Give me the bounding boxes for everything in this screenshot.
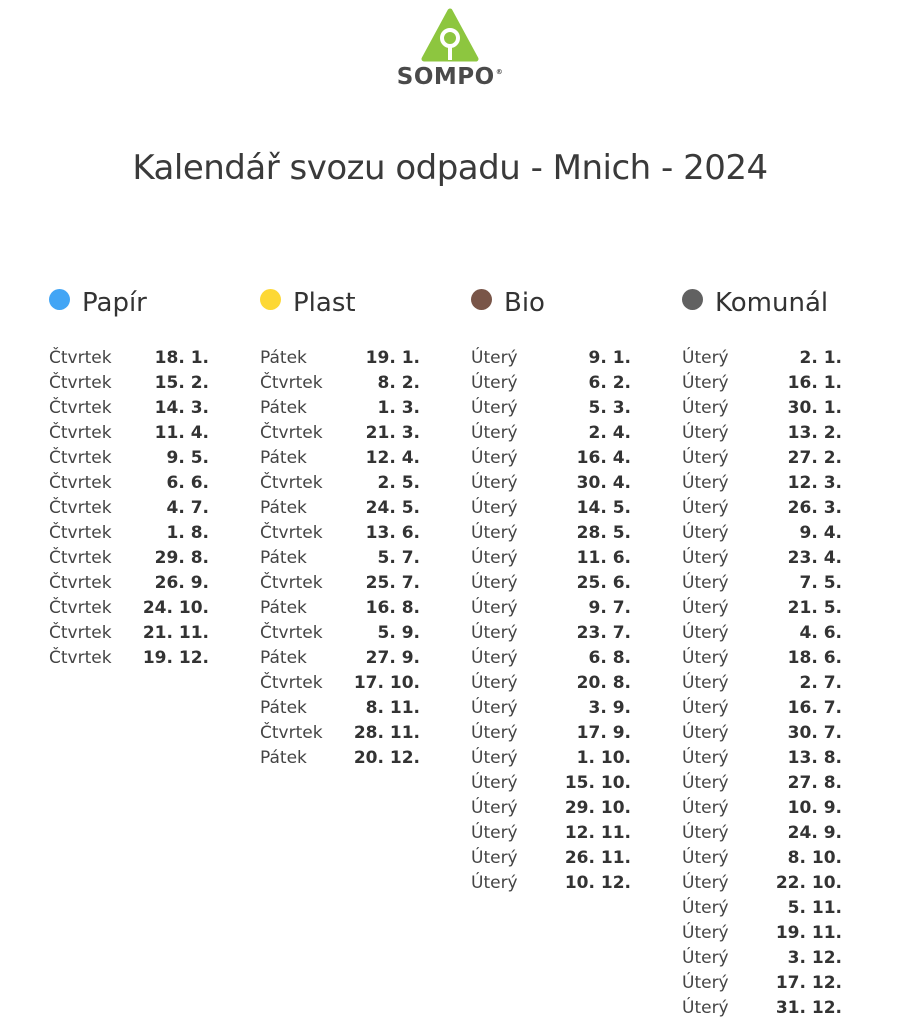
pickup-date: 13. 8. bbox=[787, 748, 842, 768]
pickup-day: Úterý bbox=[682, 698, 729, 718]
pickup-day: Čtvrtek bbox=[260, 673, 323, 693]
pickup-row bbox=[682, 646, 842, 671]
pickup-row bbox=[471, 471, 631, 496]
pickup-day: Čtvrtek bbox=[49, 598, 112, 618]
pickup-day: Úterý bbox=[471, 848, 518, 868]
pickup-date: 6. 6. bbox=[166, 473, 209, 493]
pickup-date: 27. 2. bbox=[787, 448, 842, 468]
pickup-date: 19. 1. bbox=[365, 348, 420, 368]
pickup-date: 5. 9. bbox=[377, 623, 420, 643]
pickup-date: 3. 9. bbox=[588, 698, 631, 718]
pickup-day: Úterý bbox=[682, 648, 729, 668]
pickup-row bbox=[682, 796, 842, 821]
pickup-row bbox=[471, 446, 631, 471]
column-header bbox=[682, 288, 828, 318]
pickup-row bbox=[49, 421, 209, 446]
pickup-date: 19. 12. bbox=[142, 648, 209, 668]
pickup-date: 20. 12. bbox=[353, 748, 420, 768]
pickup-date: 24. 10. bbox=[142, 598, 209, 618]
pickup-row bbox=[471, 571, 631, 596]
pickup-date: 5. 3. bbox=[588, 398, 631, 418]
pickup-day: Úterý bbox=[471, 573, 518, 593]
pickup-date: 20. 8. bbox=[576, 673, 631, 693]
pickup-day: Úterý bbox=[471, 548, 518, 568]
pickup-date: 9. 4. bbox=[799, 523, 842, 543]
pickup-date: 15. 10. bbox=[564, 773, 631, 793]
pickup-row bbox=[682, 971, 842, 996]
pickup-day: Čtvrtek bbox=[49, 648, 112, 668]
pickup-day: Úterý bbox=[471, 448, 518, 468]
pickup-day: Úterý bbox=[682, 473, 729, 493]
pickup-date: 28. 5. bbox=[576, 523, 631, 543]
pickup-date: 18. 6. bbox=[787, 648, 842, 668]
category-title: Papír bbox=[82, 288, 147, 318]
pickup-day: Úterý bbox=[682, 523, 729, 543]
pickup-date: 23. 7. bbox=[576, 623, 631, 643]
pickup-date: 25. 6. bbox=[576, 573, 631, 593]
pickup-day: Úterý bbox=[682, 773, 729, 793]
pickup-day: Úterý bbox=[682, 623, 729, 643]
pickup-date: 12. 4. bbox=[365, 448, 420, 468]
column-header bbox=[260, 288, 356, 318]
pickup-row bbox=[682, 471, 842, 496]
pickup-day: Úterý bbox=[471, 823, 518, 843]
column-header bbox=[471, 288, 545, 318]
pickup-day: Úterý bbox=[682, 423, 729, 443]
pickup-date: 11. 4. bbox=[154, 423, 209, 443]
pickup-row bbox=[260, 471, 420, 496]
pickup-date: 2. 1. bbox=[799, 348, 842, 368]
pickup-date: 28. 11. bbox=[353, 723, 420, 743]
pickup-date: 6. 2. bbox=[588, 373, 631, 393]
pickup-day: Úterý bbox=[471, 798, 518, 818]
pickup-row bbox=[471, 621, 631, 646]
pickup-day: Úterý bbox=[682, 573, 729, 593]
pickup-row bbox=[471, 746, 631, 771]
pickup-date: 25. 7. bbox=[365, 573, 420, 593]
pickup-date: 9. 7. bbox=[588, 598, 631, 618]
pickup-row bbox=[682, 771, 842, 796]
pickup-date: 13. 6. bbox=[365, 523, 420, 543]
pickup-date: 6. 8. bbox=[588, 648, 631, 668]
pickup-row bbox=[49, 596, 209, 621]
pickup-date: 30. 1. bbox=[787, 398, 842, 418]
pickup-row bbox=[471, 521, 631, 546]
pickup-date: 30. 7. bbox=[787, 723, 842, 743]
pickup-list bbox=[260, 346, 420, 771]
pickup-day: Pátek bbox=[260, 348, 307, 368]
pickup-row bbox=[682, 746, 842, 771]
pickup-date: 14. 5. bbox=[576, 498, 631, 518]
pickup-day: Čtvrtek bbox=[260, 473, 323, 493]
pickup-day: Úterý bbox=[682, 873, 729, 893]
pickup-date: 17. 9. bbox=[576, 723, 631, 743]
pickup-row bbox=[260, 496, 420, 521]
pickup-row bbox=[471, 646, 631, 671]
pickup-day: Čtvrtek bbox=[49, 623, 112, 643]
pickup-day: Úterý bbox=[682, 823, 729, 843]
pickup-date: 26. 3. bbox=[787, 498, 842, 518]
pickup-day: Úterý bbox=[682, 348, 729, 368]
pickup-day: Úterý bbox=[471, 748, 518, 768]
pickup-list bbox=[682, 346, 842, 1021]
pickup-day: Úterý bbox=[471, 348, 518, 368]
pickup-date: 27. 9. bbox=[365, 648, 420, 668]
pickup-row bbox=[682, 546, 842, 571]
pickup-day: Úterý bbox=[682, 848, 729, 868]
pickup-row bbox=[49, 346, 209, 371]
pickup-date: 3. 12. bbox=[787, 948, 842, 968]
pickup-day: Čtvrtek bbox=[260, 723, 323, 743]
pickup-row bbox=[260, 346, 420, 371]
pickup-date: 7. 5. bbox=[799, 573, 842, 593]
page-title: Kalendář svozu odpadu - Mnich - 2024 bbox=[132, 148, 768, 188]
pickup-row bbox=[471, 346, 631, 371]
pickup-row bbox=[682, 821, 842, 846]
pickup-row bbox=[471, 496, 631, 521]
pickup-day: Čtvrtek bbox=[49, 573, 112, 593]
pickup-row bbox=[260, 646, 420, 671]
pickup-day: Úterý bbox=[682, 598, 729, 618]
pickup-date: 2. 5. bbox=[377, 473, 420, 493]
pickup-row bbox=[682, 846, 842, 871]
pickup-row bbox=[49, 521, 209, 546]
pickup-day: Úterý bbox=[682, 748, 729, 768]
pickup-row bbox=[682, 396, 842, 421]
pickup-date: 29. 10. bbox=[564, 798, 631, 818]
pickup-row bbox=[682, 996, 842, 1021]
pickup-date: 1. 3. bbox=[377, 398, 420, 418]
pickup-row bbox=[471, 796, 631, 821]
pickup-row bbox=[682, 621, 842, 646]
pickup-day: Pátek bbox=[260, 598, 307, 618]
pickup-date: 4. 7. bbox=[166, 498, 209, 518]
category-dot-icon bbox=[260, 289, 281, 310]
pickup-row bbox=[471, 371, 631, 396]
pickup-row bbox=[471, 596, 631, 621]
pickup-row bbox=[682, 721, 842, 746]
pickup-day: Čtvrtek bbox=[49, 448, 112, 468]
pickup-day: Čtvrtek bbox=[49, 423, 112, 443]
category-title: Plast bbox=[293, 288, 356, 318]
pickup-date: 21. 11. bbox=[142, 623, 209, 643]
sompo-logo bbox=[0, 8, 900, 90]
pickup-row bbox=[260, 621, 420, 646]
category-dot-icon bbox=[49, 289, 70, 310]
pickup-day: Čtvrtek bbox=[49, 373, 112, 393]
pickup-row bbox=[260, 421, 420, 446]
pickup-row bbox=[260, 371, 420, 396]
pickup-date: 9. 1. bbox=[588, 348, 631, 368]
pickup-date: 14. 3. bbox=[154, 398, 209, 418]
pickup-day: Úterý bbox=[682, 498, 729, 518]
pickup-date: 5. 11. bbox=[787, 898, 842, 918]
pickup-day: Úterý bbox=[682, 898, 729, 918]
pickup-row bbox=[471, 846, 631, 871]
pickup-date: 1. 8. bbox=[166, 523, 209, 543]
pickup-date: 26. 9. bbox=[154, 573, 209, 593]
pickup-row bbox=[471, 671, 631, 696]
pickup-date: 16. 4. bbox=[576, 448, 631, 468]
pickup-day: Úterý bbox=[471, 598, 518, 618]
pickup-day: Pátek bbox=[260, 698, 307, 718]
pickup-row bbox=[682, 496, 842, 521]
pickup-row bbox=[471, 821, 631, 846]
pickup-day: Úterý bbox=[471, 773, 518, 793]
pickup-day: Pátek bbox=[260, 498, 307, 518]
pickup-row bbox=[260, 721, 420, 746]
pickup-row bbox=[682, 596, 842, 621]
category-title: Komunál bbox=[715, 288, 829, 318]
category-title: Bio bbox=[504, 288, 545, 318]
pickup-row bbox=[471, 771, 631, 796]
pickup-date: 13. 2. bbox=[787, 423, 842, 443]
pickup-date: 2. 7. bbox=[799, 673, 842, 693]
pickup-day: Čtvrtek bbox=[260, 373, 323, 393]
pickup-day: Úterý bbox=[471, 498, 518, 518]
pickup-row bbox=[49, 446, 209, 471]
pickup-row bbox=[682, 671, 842, 696]
pickup-date: 17. 12. bbox=[775, 973, 842, 993]
pickup-date: 31. 12. bbox=[775, 998, 842, 1018]
pickup-day: Úterý bbox=[682, 923, 729, 943]
pickup-row bbox=[49, 621, 209, 646]
pickup-date: 30. 4. bbox=[576, 473, 631, 493]
pickup-date: 10. 9. bbox=[787, 798, 842, 818]
pickup-row bbox=[471, 396, 631, 421]
pickup-date: 10. 12. bbox=[564, 873, 631, 893]
pickup-date: 26. 11. bbox=[564, 848, 631, 868]
pickup-row bbox=[471, 421, 631, 446]
pickup-row bbox=[471, 721, 631, 746]
pickup-day: Úterý bbox=[471, 623, 518, 643]
pickup-date: 12. 11. bbox=[564, 823, 631, 843]
pickup-row bbox=[260, 571, 420, 596]
pickup-row bbox=[260, 546, 420, 571]
pickup-day: Úterý bbox=[471, 423, 518, 443]
pickup-day: Úterý bbox=[471, 648, 518, 668]
pickup-date: 24. 5. bbox=[365, 498, 420, 518]
pickup-row bbox=[260, 696, 420, 721]
pickup-row bbox=[260, 396, 420, 421]
pickup-row bbox=[682, 871, 842, 896]
pickup-day: Úterý bbox=[682, 448, 729, 468]
pickup-date: 16. 7. bbox=[787, 698, 842, 718]
pickup-row bbox=[471, 696, 631, 721]
pickup-day: Úterý bbox=[682, 973, 729, 993]
pickup-day: Čtvrtek bbox=[49, 398, 112, 418]
pickup-row bbox=[260, 746, 420, 771]
pickup-day: Úterý bbox=[682, 673, 729, 693]
pickup-row bbox=[49, 371, 209, 396]
sompo-logo-text: SOMPO® bbox=[396, 64, 504, 90]
pickup-date: 18. 1. bbox=[154, 348, 209, 368]
pickup-date: 23. 4. bbox=[787, 548, 842, 568]
pickup-day: Úterý bbox=[682, 548, 729, 568]
pickup-row bbox=[49, 571, 209, 596]
pickup-date: 9. 5. bbox=[166, 448, 209, 468]
pickup-row bbox=[682, 696, 842, 721]
pickup-row bbox=[682, 446, 842, 471]
pickup-day: Pátek bbox=[260, 748, 307, 768]
pickup-date: 2. 4. bbox=[588, 423, 631, 443]
pickup-row bbox=[260, 671, 420, 696]
pickup-date: 17. 10. bbox=[353, 673, 420, 693]
pickup-date: 22. 10. bbox=[775, 873, 842, 893]
pickup-day: Úterý bbox=[471, 698, 518, 718]
pickup-date: 29. 8. bbox=[154, 548, 209, 568]
pickup-day: Úterý bbox=[471, 523, 518, 543]
pickup-day: Čtvrtek bbox=[260, 423, 323, 443]
pickup-day: Úterý bbox=[471, 373, 518, 393]
pickup-day: Čtvrtek bbox=[49, 523, 112, 543]
pickup-date: 8. 10. bbox=[787, 848, 842, 868]
pickup-day: Úterý bbox=[682, 723, 729, 743]
pickup-date: 19. 11. bbox=[775, 923, 842, 943]
pickup-date: 24. 9. bbox=[787, 823, 842, 843]
pickup-row bbox=[682, 946, 842, 971]
pickup-row bbox=[260, 446, 420, 471]
pickup-date: 16. 8. bbox=[365, 598, 420, 618]
pickup-row bbox=[49, 396, 209, 421]
pickup-day: Úterý bbox=[471, 398, 518, 418]
pickup-day: Čtvrtek bbox=[260, 523, 323, 543]
pickup-row bbox=[682, 346, 842, 371]
pickup-day: Úterý bbox=[682, 398, 729, 418]
pickup-date: 27. 8. bbox=[787, 773, 842, 793]
pickup-row bbox=[260, 521, 420, 546]
pickup-day: Pátek bbox=[260, 448, 307, 468]
sompo-logo-mark-icon bbox=[421, 8, 479, 62]
pickup-day: Úterý bbox=[682, 998, 729, 1018]
pickup-day: Úterý bbox=[471, 873, 518, 893]
pickup-date: 12. 3. bbox=[787, 473, 842, 493]
pickup-row bbox=[682, 421, 842, 446]
pickup-date: 8. 2. bbox=[377, 373, 420, 393]
pickup-row bbox=[260, 596, 420, 621]
category-dot-icon bbox=[682, 289, 703, 310]
pickup-day: Čtvrtek bbox=[49, 498, 112, 518]
category-dot-icon bbox=[471, 289, 492, 310]
pickup-date: 11. 6. bbox=[576, 548, 631, 568]
pickup-day: Čtvrtek bbox=[49, 348, 112, 368]
pickup-date: 15. 2. bbox=[154, 373, 209, 393]
pickup-day: Čtvrtek bbox=[260, 623, 323, 643]
pickup-day: Čtvrtek bbox=[49, 473, 112, 493]
pickup-day: Čtvrtek bbox=[260, 573, 323, 593]
pickup-day: Čtvrtek bbox=[49, 548, 112, 568]
pickup-row bbox=[682, 896, 842, 921]
pickup-row bbox=[49, 646, 209, 671]
pickup-row bbox=[682, 521, 842, 546]
pickup-row bbox=[682, 921, 842, 946]
pickup-day: Úterý bbox=[471, 723, 518, 743]
pickup-row bbox=[471, 871, 631, 896]
column-header bbox=[49, 288, 147, 318]
pickup-day: Úterý bbox=[682, 798, 729, 818]
pickup-list bbox=[471, 346, 631, 896]
pickup-day: Pátek bbox=[260, 548, 307, 568]
pickup-day: Úterý bbox=[682, 948, 729, 968]
pickup-date: 21. 5. bbox=[787, 598, 842, 618]
pickup-row bbox=[49, 546, 209, 571]
pickup-day: Úterý bbox=[471, 473, 518, 493]
pickup-list bbox=[49, 346, 209, 671]
pickup-date: 5. 7. bbox=[377, 548, 420, 568]
pickup-row bbox=[49, 471, 209, 496]
pickup-date: 4. 6. bbox=[799, 623, 842, 643]
pickup-date: 21. 3. bbox=[365, 423, 420, 443]
pickup-row bbox=[471, 546, 631, 571]
pickup-date: 16. 1. bbox=[787, 373, 842, 393]
pickup-date: 8. 11. bbox=[365, 698, 420, 718]
pickup-row bbox=[682, 571, 842, 596]
pickup-day: Úterý bbox=[471, 673, 518, 693]
pickup-day: Pátek bbox=[260, 648, 307, 668]
pickup-row bbox=[682, 371, 842, 396]
pickup-row bbox=[49, 496, 209, 521]
pickup-day: Úterý bbox=[682, 373, 729, 393]
pickup-day: Pátek bbox=[260, 398, 307, 418]
pickup-date: 1. 10. bbox=[576, 748, 631, 768]
